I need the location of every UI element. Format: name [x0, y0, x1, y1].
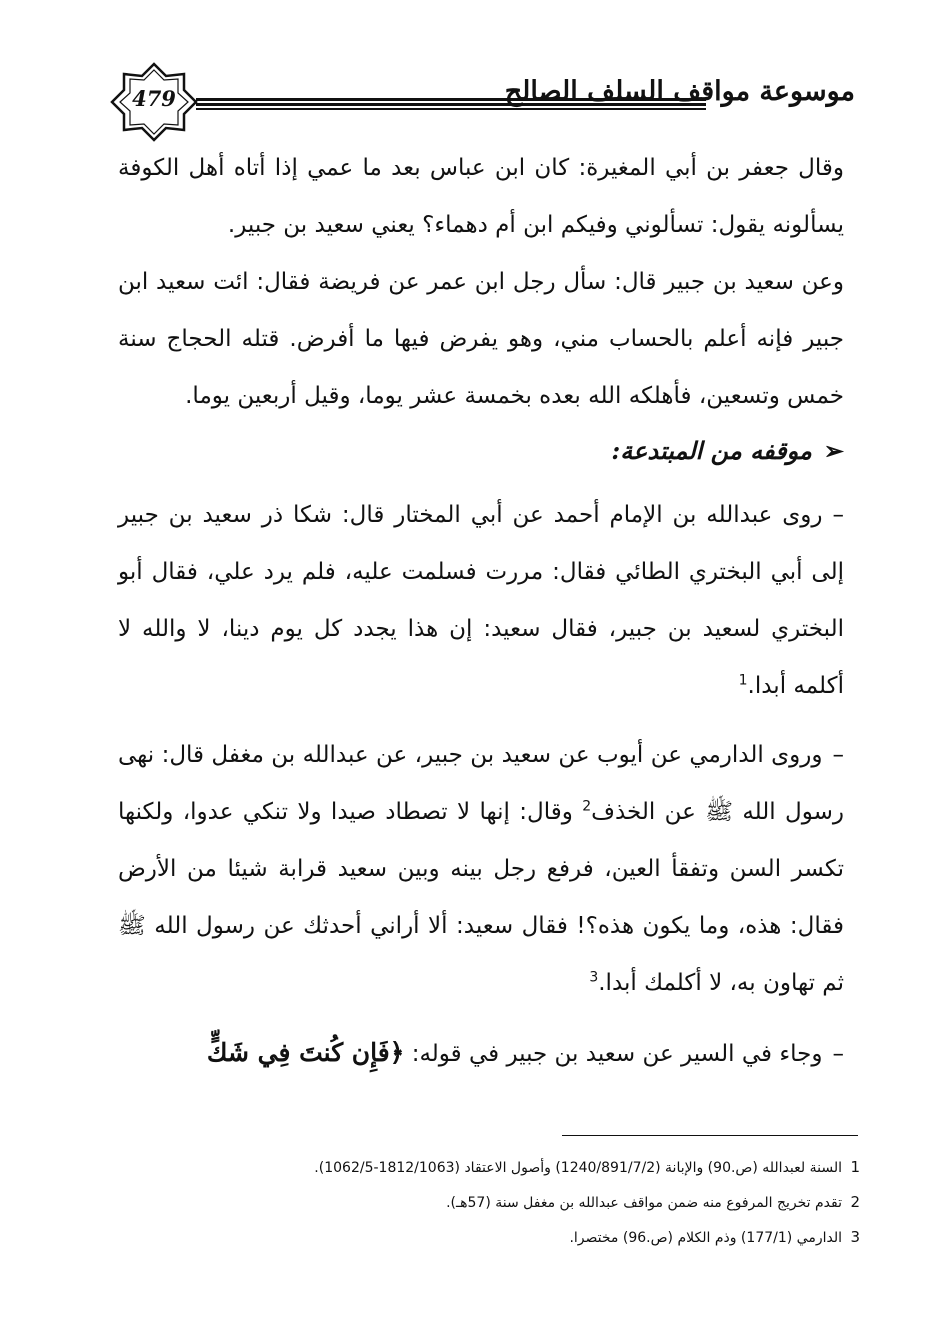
footnote-ref: 3 [589, 969, 599, 986]
narration-text: روى عبدالله بن الإمام أحمد عن أبي المختار قال: شكا ذر سعيد بن جبير إلى أبي البختري الطائي فقال: مررت فسلمت عليه، فلم يرد علي، فقال أبو البختري لسعيد بن جبير، فقال سعيد: إن هذا يجدد كل يوم دينا، لا والله لا أكلمه أبدا. [118, 502, 844, 699]
footnotes [160, 1150, 860, 1255]
page-number-badge [110, 62, 198, 142]
book-title: موسوعة مواقف السلف الصالح [504, 76, 855, 107]
narration-item [118, 487, 844, 715]
narration-text: وروى الدارمي عن أيوب عن سعيد بن جبير، عن عبدالله بن مغفل قال: نهى رسول الله ﷺ عن الخذف [118, 742, 845, 825]
paragraph: وعن سعيد بن جبير قال: سأل رجل ابن عمر عن فريضة فقال: ائت سعيد ابن جبير فإنه أعلم بالحساب مني، وهو يفرض فيها ما أفرض. قتله الحجاج سنة خمس وتسعين، فأهلكه الله بعده بخمسة عشر يوما، وقيل أربعين يوما. [118, 269, 844, 409]
dash-bullet: – [832, 742, 844, 768]
paragraph: وقال جعفر بن أبي المغيرة: كان ابن عباس بعد ما عمي إذا أتاه أهل الكوفة يسألونه يقول: تسألوني وفيكم ابن أم دهماء؟ يعني سعيد بن جبير. [118, 155, 844, 238]
arrow-bullet-icon: ➢ [823, 436, 844, 465]
narration-item [118, 1024, 844, 1083]
footnote-number: 2 [850, 1193, 860, 1211]
page-number: 479 [132, 86, 176, 111]
footnote-text: السنة لعبدالله (ص.90) والإبانة (1240/891/7/2) وأصول الاعتقاد (1812/1063-1062/5). [314, 1160, 842, 1176]
footnote-number: 3 [850, 1228, 860, 1246]
header-rule [196, 108, 706, 110]
section-heading-text: موقفه من المبتدعة: [611, 436, 812, 465]
narration-item [118, 727, 844, 1012]
page-header [110, 62, 855, 142]
footnote [160, 1220, 860, 1255]
footnote-text: تقدم تخريج المرفوع منه ضمن مواقف عبدالله بن مغفل سنة (57هـ). [446, 1195, 842, 1211]
footnote-number: 1 [850, 1158, 860, 1176]
narration-text: وجاء في السير عن سعيد بن جبير في قوله: [404, 1041, 823, 1067]
section-heading [118, 427, 844, 475]
footnote-ref: 2 [582, 798, 592, 815]
footnote [160, 1185, 860, 1220]
footnote-ref: 1 [738, 672, 748, 689]
footnote-text: الدارمي (177/1) وذم الكلام (ص.96) مختصرا. [569, 1230, 842, 1246]
dash-bullet: – [832, 1041, 844, 1067]
main-text [118, 140, 844, 1083]
quran-verse: ﴿فَإِن كُنتَ فِي شَكٍّ [206, 1038, 405, 1067]
dash-bullet: – [832, 502, 844, 528]
footnote-separator [562, 1135, 858, 1136]
narration-text: وقال: إنها لا تصطاد صيدا ولا تنكي عدوا، ولكنها تكسر السن وتفقأ العين، فرفع رجل بينه وبين سعيد قرابة شيئا من الأرض فقال: هذه، وما يكون هذه؟! فقال سعيد: ألا أراني أحدثك عن رسول الله ﷺ ثم تهاون به، لا أكلمك أبدا. [118, 799, 844, 996]
footnote [160, 1150, 860, 1185]
